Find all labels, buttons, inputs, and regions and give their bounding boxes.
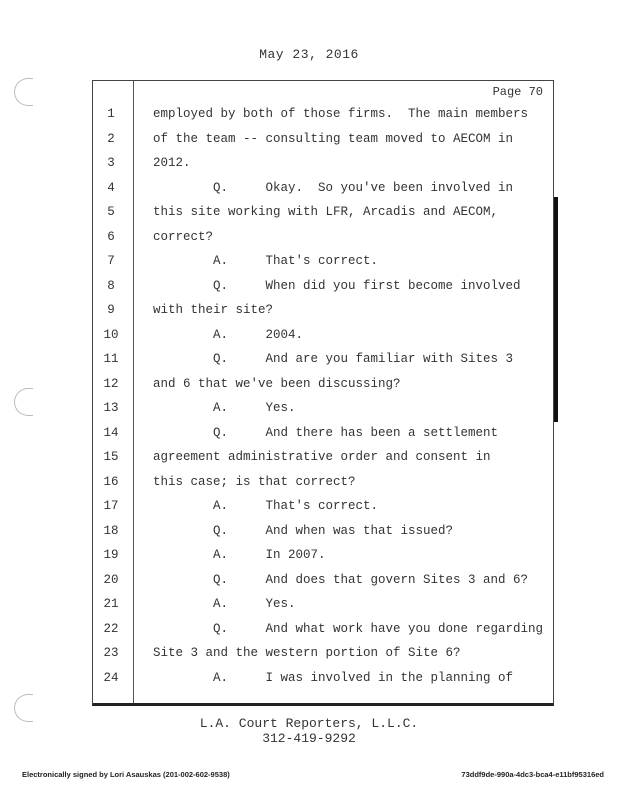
line-number: 4 xyxy=(107,180,115,195)
transcript-line xyxy=(93,670,555,695)
transcript-date: May 23, 2016 xyxy=(259,47,359,62)
line-number: 22 xyxy=(103,621,119,636)
transcript-line xyxy=(93,376,555,401)
line-number: 19 xyxy=(103,548,119,562)
line-text: A. Yes. xyxy=(153,401,296,415)
line-text: Q. When did you first become involved xyxy=(153,278,521,293)
signature-right: 73ddf9de-990a-4dc3-bca4-e11bf95316ed xyxy=(461,770,604,779)
line-text: agreement administrative order and consent in xyxy=(153,450,491,464)
line-text: and 6 that we've been discussing? xyxy=(153,376,401,391)
footer-company: L.A. Court Reporters, L.L.C. xyxy=(199,716,419,731)
transcript-line xyxy=(93,449,555,474)
transcript-frame xyxy=(92,80,554,706)
transcript-line xyxy=(93,302,555,327)
line-number: 11 xyxy=(103,352,119,366)
transcript-line xyxy=(93,278,555,303)
line-text: Site 3 and the western portion of Site 6? xyxy=(153,646,461,660)
transcript-line xyxy=(93,106,555,131)
binder-hole-middle xyxy=(14,388,33,416)
line-number: 18 xyxy=(103,523,119,538)
transcript-line xyxy=(93,351,555,376)
line-text: employed by both of those firms. The main members xyxy=(153,107,529,121)
line-number: 21 xyxy=(103,597,119,611)
line-number: 8 xyxy=(107,278,115,293)
line-number: 2 xyxy=(107,131,115,146)
transcript-line xyxy=(93,596,555,621)
line-number: 15 xyxy=(103,450,119,464)
binder-hole-top xyxy=(14,78,33,106)
line-text: with their site? xyxy=(153,303,274,317)
line-number: 13 xyxy=(103,401,119,415)
transcript-line xyxy=(93,547,555,572)
line-number: 5 xyxy=(107,205,115,219)
line-text: Q. Okay. So you've been involved in xyxy=(153,180,514,195)
line-text: Q. And when was that issued? xyxy=(153,523,454,538)
transcript-line xyxy=(93,621,555,646)
page-number: Page 70 xyxy=(492,85,543,99)
footer-phone: 312-419-9292 xyxy=(262,731,356,746)
transcript-line xyxy=(93,498,555,523)
line-number: 7 xyxy=(107,254,115,268)
line-text: Q. And there has been a settlement xyxy=(153,425,499,440)
line-number: 12 xyxy=(103,376,119,391)
signature-left: Electronically signed by Lori Asauskas (201-002-602-9538) xyxy=(22,770,230,779)
transcript-line xyxy=(93,180,555,205)
line-number: 20 xyxy=(103,572,119,587)
line-text: 2012. xyxy=(153,156,191,170)
line-number: 16 xyxy=(103,474,119,489)
transcript-line xyxy=(93,155,555,180)
line-number: 14 xyxy=(103,425,119,440)
line-text: A. 2004. xyxy=(153,327,304,342)
transcript-line xyxy=(93,474,555,499)
transcript-line xyxy=(93,572,555,597)
line-number: 1 xyxy=(107,107,115,121)
line-text: A. In 2007. xyxy=(153,548,326,562)
line-text: Q. And does that govern Sites 3 and 6? xyxy=(153,572,529,587)
line-text: Q. And what work have you done regarding xyxy=(153,621,544,636)
line-text: of the team -- consulting team moved to AECOM in xyxy=(153,131,514,146)
line-text: this site working with LFR, Arcadis and AECOM, xyxy=(153,205,499,219)
line-number: 17 xyxy=(103,499,119,513)
line-text: this case; is that correct? xyxy=(153,474,356,489)
transcript-line xyxy=(93,204,555,229)
line-number: 24 xyxy=(103,670,119,685)
line-text: A. That's correct. xyxy=(153,254,379,268)
transcript-line xyxy=(93,425,555,450)
transcript-line xyxy=(93,327,555,352)
transcript-line xyxy=(93,131,555,156)
transcript-line xyxy=(93,400,555,425)
line-number: 23 xyxy=(103,646,119,660)
line-number: 6 xyxy=(107,229,115,244)
line-number: 9 xyxy=(107,303,115,317)
line-number: 3 xyxy=(107,156,115,170)
transcript-line xyxy=(93,253,555,278)
line-text: Q. And are you familiar with Sites 3 xyxy=(153,352,514,366)
transcript-line xyxy=(93,645,555,670)
line-text: A. That's correct. xyxy=(153,499,379,513)
line-text: A. Yes. xyxy=(153,597,296,611)
transcript-line xyxy=(93,523,555,548)
line-text: correct? xyxy=(153,229,214,244)
change-bar xyxy=(554,197,558,422)
line-text: A. I was involved in the planning of xyxy=(153,670,514,685)
transcript-line xyxy=(93,229,555,254)
line-number: 10 xyxy=(103,327,119,342)
